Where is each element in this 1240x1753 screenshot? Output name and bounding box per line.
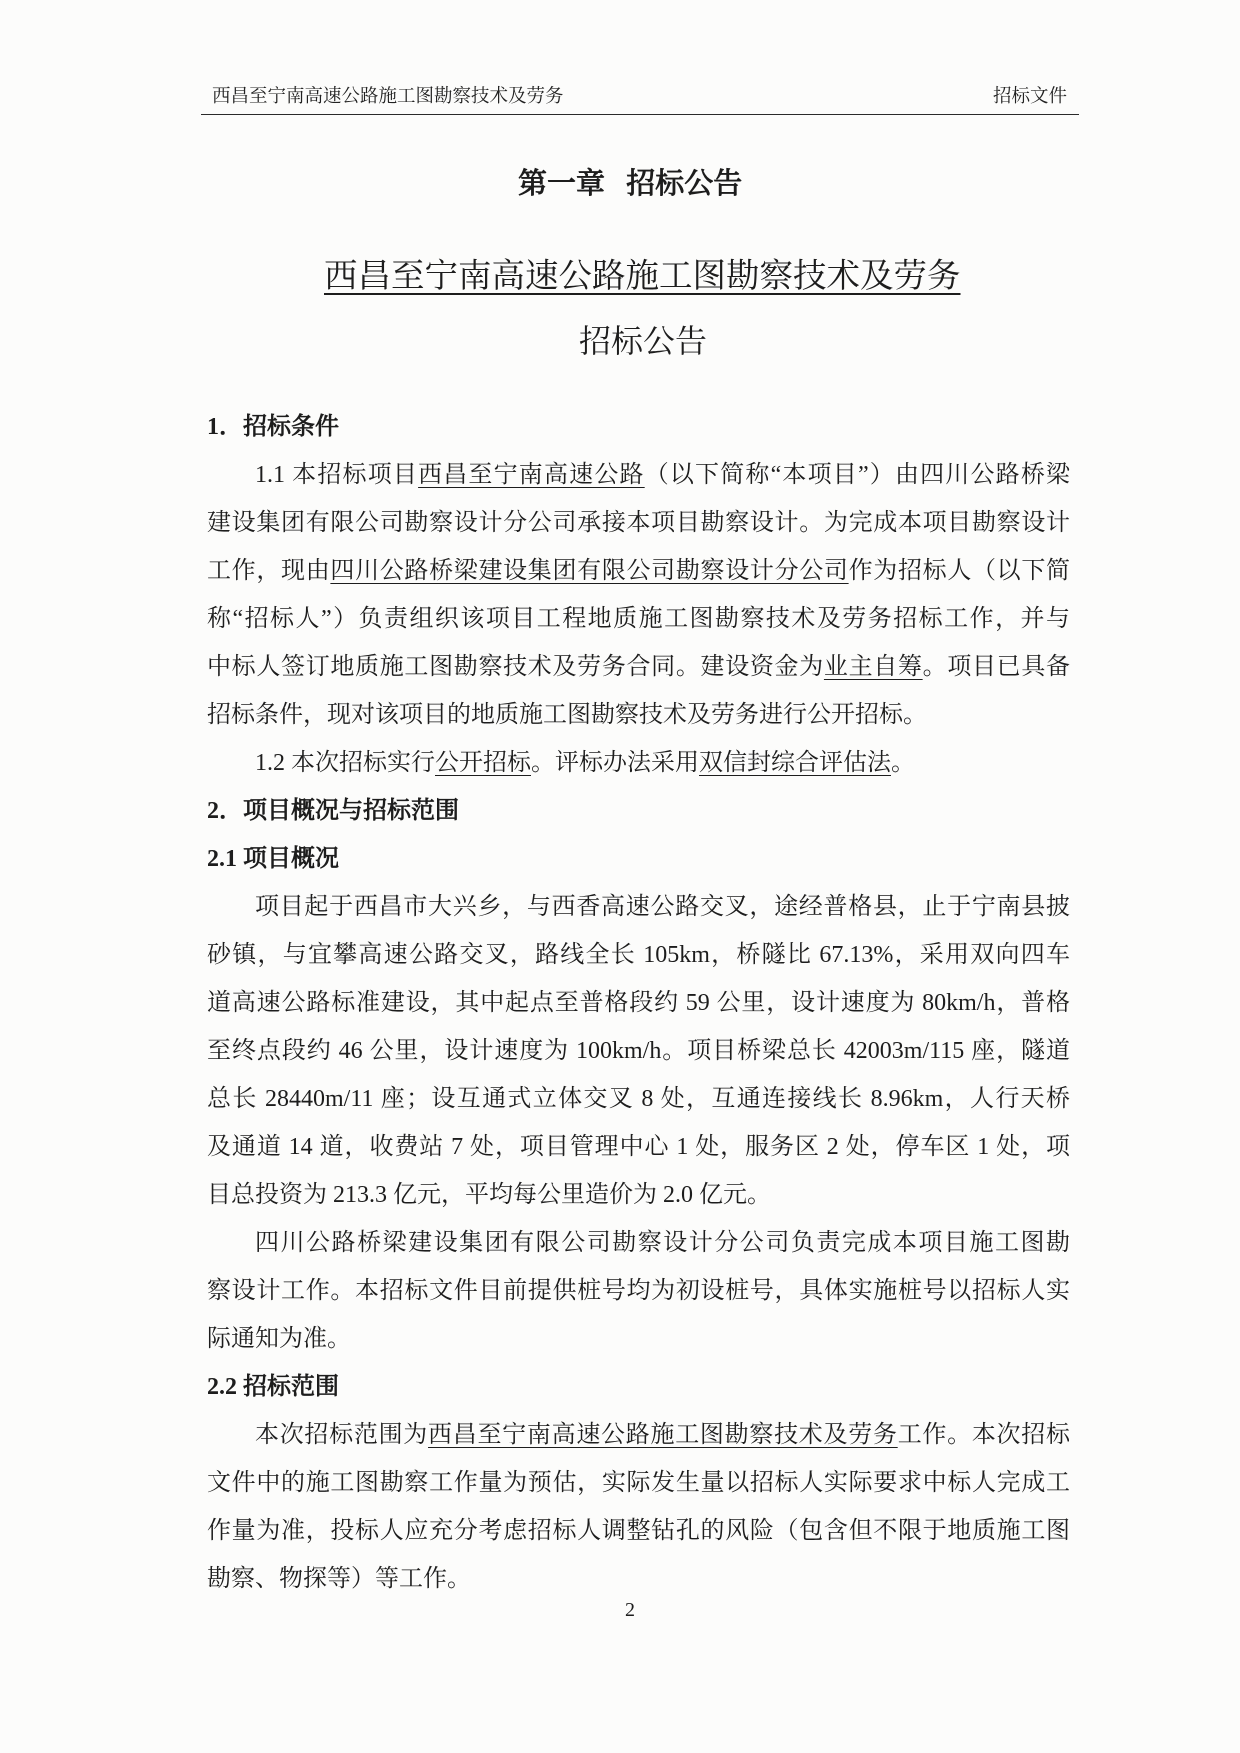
text-segment: 作为招标人（以下简 (848, 558, 1071, 584)
text-segment: 。项目已具备 (922, 654, 1071, 680)
paragraph-line: 文件中的施工图勘察工作量为预估，实际发生量以招标人实际要求中标人完成工 (207, 1470, 1070, 1496)
paragraph-line: 建设集团有限公司勘察设计分公司承接本项目勘察设计。为完成本项目勘察设计 (207, 510, 1070, 536)
paragraph-line (207, 739, 1070, 787)
paragraph-line: 总长 28440m/11 座；设互通式立体交叉 8 处，互通连接线长 8.96km，人行天桥 (207, 1086, 1070, 1112)
text-segment: 。 (891, 750, 915, 776)
text-segment: 工作。本次招标 (897, 1422, 1070, 1448)
underlined-text: 西昌至宁南高速公路 (418, 462, 645, 488)
notice-title: 西昌至宁南高速公路施工图勘察技术及劳务 (324, 258, 961, 295)
paragraph-line: 砂镇，与宜攀高速公路交叉，路线全长 105km，桥隧比 67.13%，采用双向四车 (207, 942, 1070, 968)
underlined-text: 四川公路桥梁建设集团有限公司勘察设计分公司 (330, 558, 849, 584)
text-segment: 1.1 本招标项目 (255, 462, 419, 488)
page-number: 2 (625, 1599, 635, 1621)
running-header-title: 西昌至宁南高速公路施工图勘察技术及劳务 (212, 87, 564, 107)
text-segment: 工作，现由 (207, 558, 331, 584)
underlined-text: 业主自筹 (823, 654, 923, 680)
paragraph-line: 称“招标人”）负责组织该项目工程地质施工图勘察技术及劳务招标工作，并与 (207, 606, 1070, 632)
section-heading: 2．项目概况与招标范围 (207, 798, 459, 824)
paragraph-line: 招标条件，现对该项目的地质施工图勘察技术及劳务进行公开招标。 (207, 702, 927, 728)
underlined-text: 西昌至宁南高速公路施工图勘察技术及劳务 (428, 1422, 898, 1448)
clause-1-1 (207, 451, 1070, 739)
paragraph-line (207, 643, 1070, 691)
paragraph-line: 项目起于西昌市大兴乡，与西香高速公路交叉，途经普格县，止于宁南县披 (255, 894, 1070, 920)
paragraph-line: 作量为准，投标人应充分考虑招标人调整钻孔的风险（包含但不限于地质施工图 (207, 1518, 1070, 1544)
text-segment: （以下简称“本项目”）由四川公路桥梁 (644, 462, 1071, 488)
paragraph-line (207, 547, 1070, 595)
clause-1-2 (207, 739, 1070, 787)
text-segment: 1.2 本次招标实行 (255, 750, 435, 776)
text-segment: 中标人签订地质施工图勘察技术及劳务合同。建设资金为 (207, 654, 824, 680)
paragraph-line: 勘察、物探等）等工作。 (207, 1566, 471, 1592)
tender-scope-paragraph (207, 1411, 1070, 1603)
paragraph-line: 及通道 14 道，收费站 7 处，项目管理中心 1 处，服务区 2 处，停车区 1 处，项 (207, 1134, 1070, 1160)
project-overview-paragraph (207, 883, 1070, 1219)
paragraph-line (207, 451, 1070, 499)
paragraph-line: 察设计工作。本招标文件目前提供桩号均为初设桩号，具体实施桩号以招标人实 (207, 1278, 1070, 1304)
text-segment: 本次招标范围为 (255, 1422, 429, 1448)
paragraph-line: 际通知为准。 (207, 1326, 351, 1352)
subsection-heading: 2.2 招标范围 (207, 1374, 339, 1400)
subsection-heading: 2.1 项目概况 (207, 846, 339, 872)
header-rule (201, 114, 1079, 115)
chapter-title: 第一章 招标公告 (518, 168, 743, 200)
text-segment: 。评标办法采用 (531, 750, 699, 776)
underlined-text: 公开招标 (435, 750, 531, 776)
paragraph-line (207, 1411, 1070, 1459)
paragraph-line: 至终点段约 46 公里，设计速度为 100km/h。项目桥梁总长 42003m/115 座，隧道 (207, 1038, 1070, 1064)
running-header-doc-type: 招标文件 (993, 87, 1068, 107)
section-heading: 1．招标条件 (207, 414, 339, 440)
survey-design-paragraph (207, 1219, 1070, 1363)
notice-subtitle: 招标公告 (579, 323, 708, 359)
document-body (207, 403, 1070, 1603)
underlined-text: 双信封综合评估法 (699, 750, 891, 776)
paragraph-line: 四川公路桥梁建设集团有限公司勘察设计分公司负责完成本项目施工图勘 (255, 1230, 1070, 1256)
paragraph-line: 目总投资为 213.3 亿元，平均每公里造价为 2.0 亿元。 (207, 1182, 771, 1208)
paragraph-line: 道高速公路标准建设，其中起点至普格段约 59 公里，设计速度为 80km/h，普格 (207, 990, 1070, 1016)
